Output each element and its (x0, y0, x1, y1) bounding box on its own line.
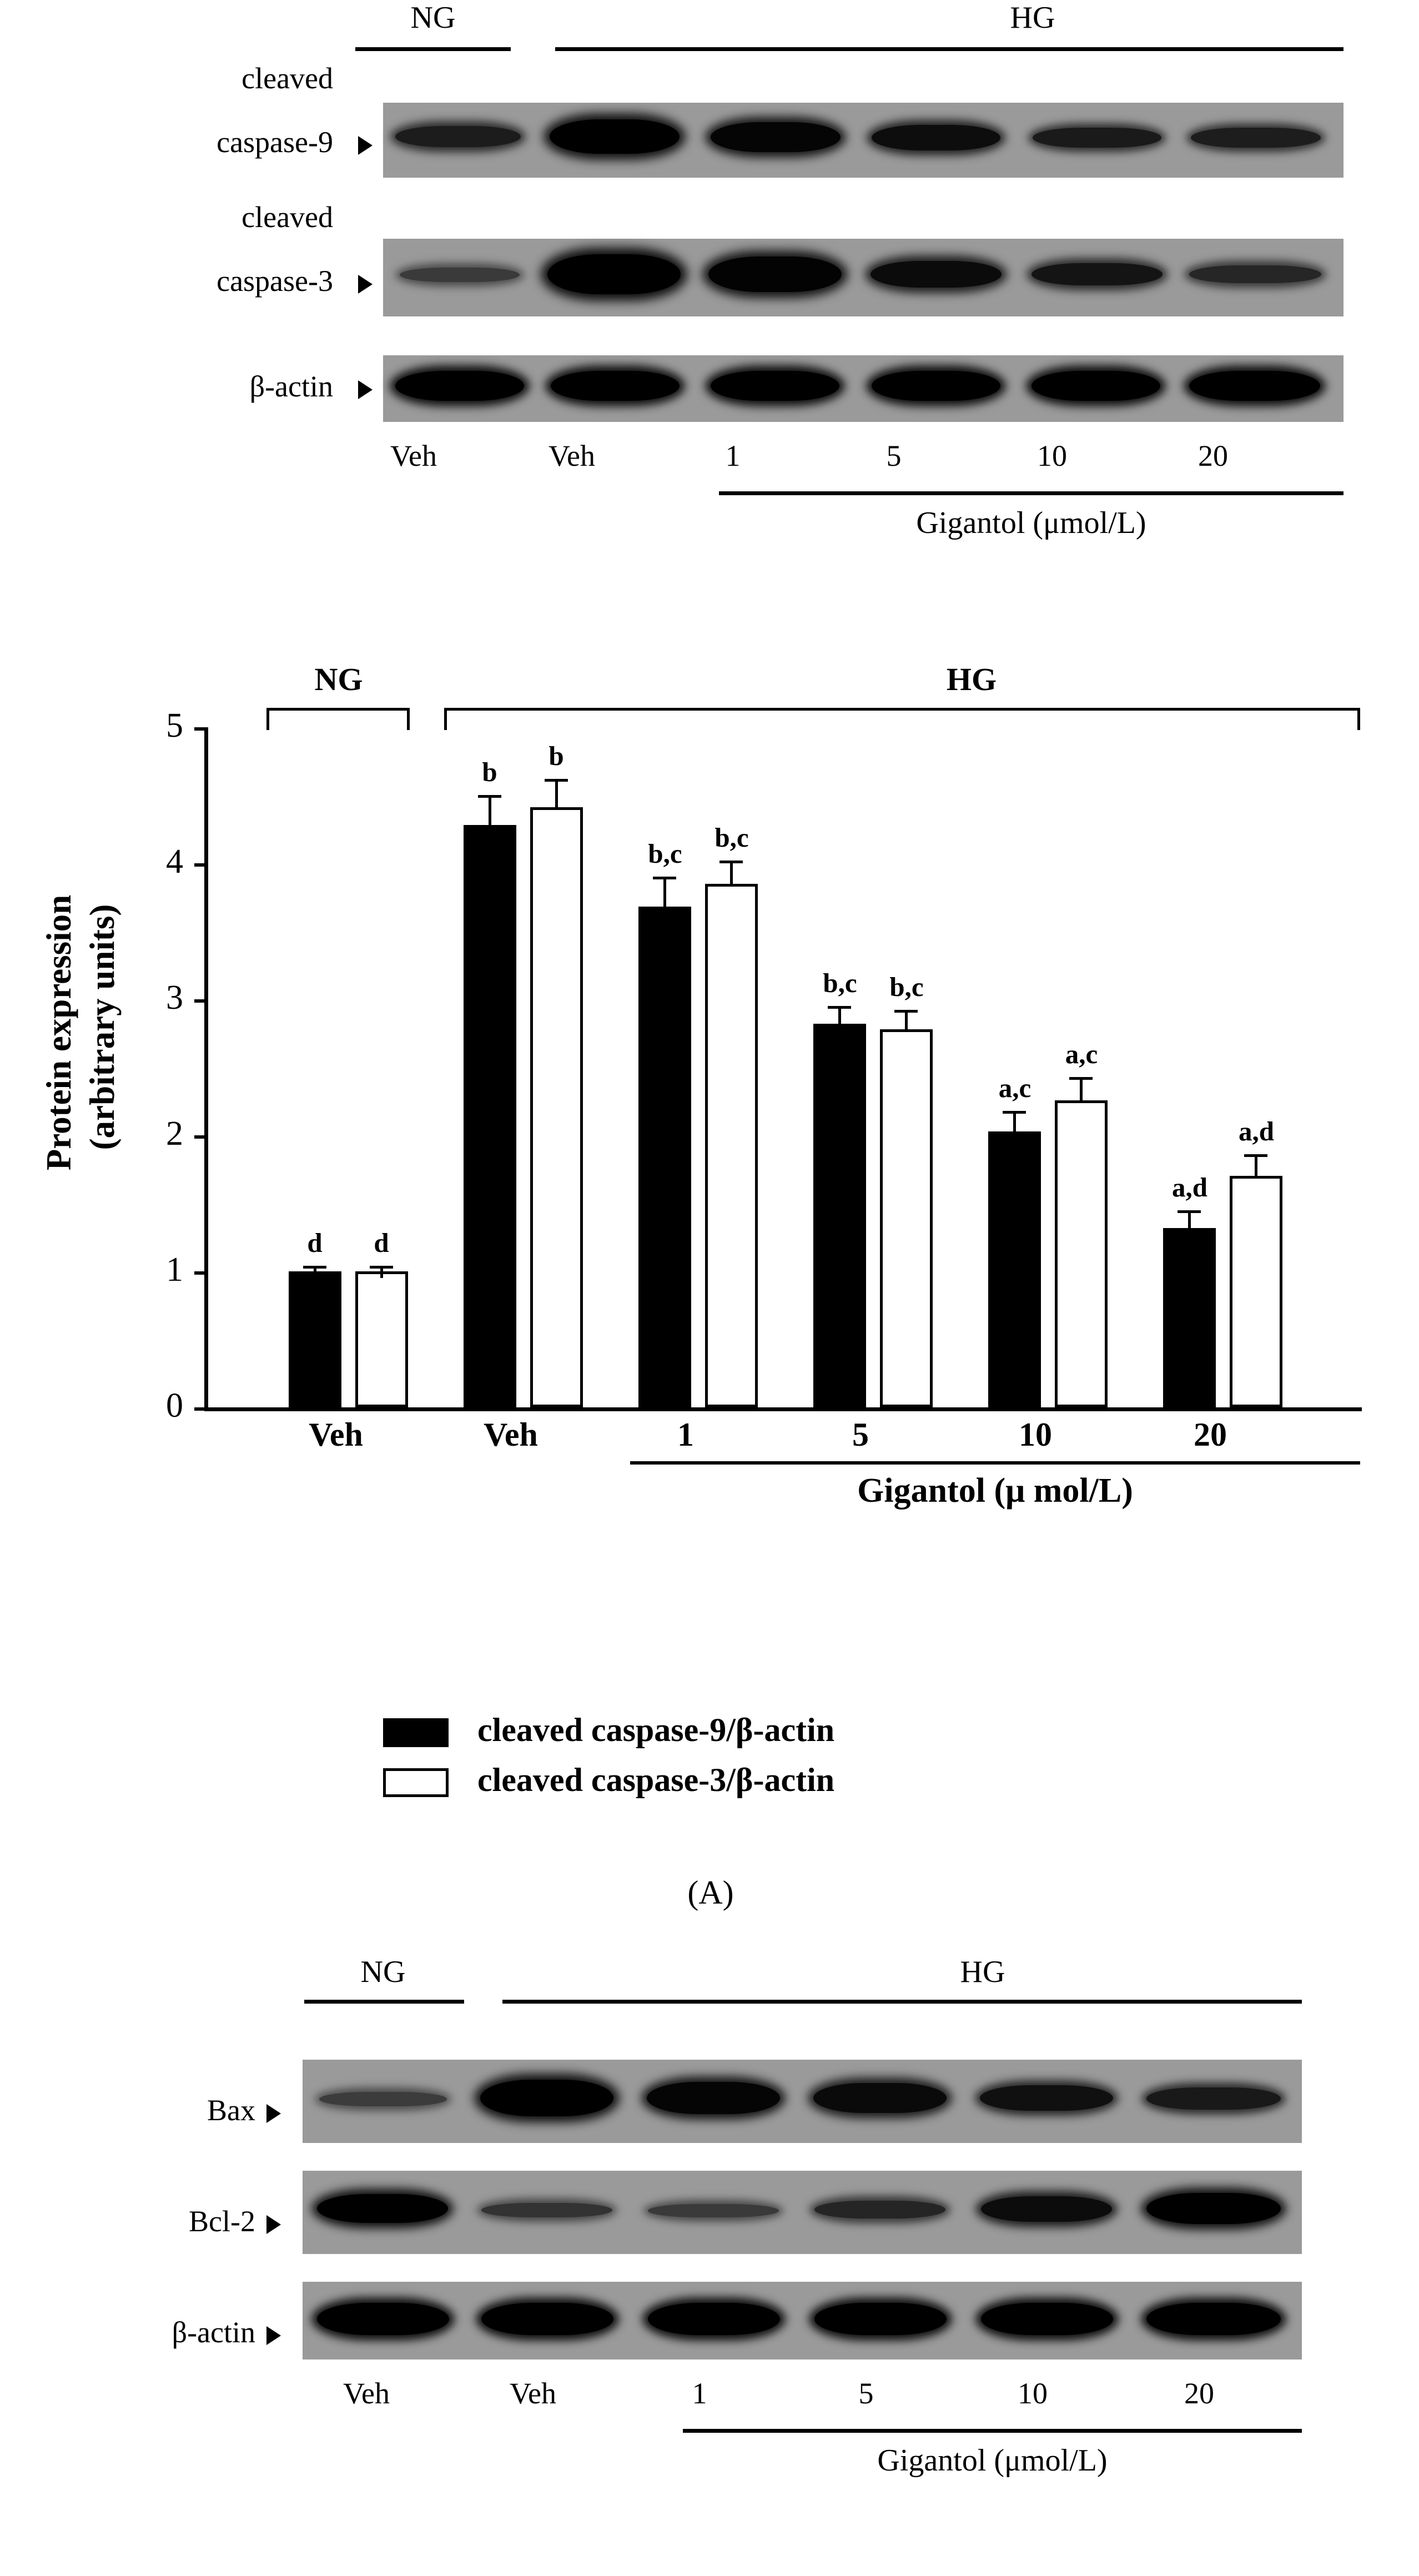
chart-ng-bracket-l (266, 708, 269, 730)
legend-label-caspase9: cleaved caspase-9/β-actin (477, 1712, 835, 1748)
blot-bottom-group-hg: HG (960, 1955, 1005, 1989)
chart-y-axis (204, 727, 208, 1411)
sig-caspase3-dose20: a,d (1238, 1116, 1274, 1146)
sig-caspase3-veh-hg: b (549, 741, 564, 771)
chart-ytick-0 (194, 1407, 204, 1411)
chart-ytick-5 (194, 727, 204, 731)
sig-caspase3-dose5: b,c (889, 972, 924, 1002)
blot-top-lane-6: 20 (1198, 439, 1228, 472)
blot-top-group-hg: HG (1010, 1, 1055, 35)
blot-top-group-ng: NG (410, 1, 456, 35)
blot-top-arrow-actin (358, 380, 373, 399)
bar-caspase3-dose10 (1055, 1100, 1108, 1407)
blot-top-lane-3: 1 (725, 439, 741, 472)
errbar-caspase3-veh-hg (555, 779, 558, 809)
blot-top-strip-caspase9 (383, 103, 1343, 178)
blot-bottom-rowlabel-bcl2: Bcl-2 (189, 2205, 255, 2238)
errcap-caspase9-dose10 (1003, 1111, 1026, 1114)
chart-x-axis (204, 1407, 1362, 1411)
blot-bottom-arrow-bcl2 (266, 2215, 281, 2234)
sig-caspase9-veh-ng: d (307, 1227, 323, 1258)
sig-caspase9-dose20: a,d (1171, 1172, 1207, 1203)
blot-bottom-lane-5: 10 (1018, 2377, 1048, 2410)
blot-top-rowlabel-1b: caspase-9 (217, 125, 333, 159)
sig-caspase9-veh-hg: b (482, 757, 497, 787)
blot-bottom-strip-bcl2 (303, 2171, 1302, 2254)
blot-bottom-ng-rule (304, 2000, 464, 2004)
blot-bottom-strip-bax (303, 2060, 1302, 2143)
chart-x-axis-title: Gigantol (μ mol/L) (857, 1472, 1133, 1510)
blot-top-rowlabel-2b: caspase-3 (217, 264, 333, 298)
blot-top-ng-rule (355, 47, 511, 51)
chart-treatment-rule (630, 1461, 1360, 1465)
chart-ytick-label-3: 3 (166, 979, 183, 1017)
blot-bottom-lane-1: Veh (343, 2377, 390, 2410)
errcap-caspase3-veh-ng (370, 1266, 393, 1269)
errcap-caspase9-veh-ng (303, 1266, 326, 1269)
blot-top-strip-actin (383, 355, 1343, 422)
blot-panel-top (0, 0, 1419, 588)
chart-ytick-label-0: 0 (166, 1387, 183, 1425)
panel-letter-a: (A) (687, 1874, 734, 1911)
chart-xcat-1: Veh (309, 1416, 363, 1453)
chart-ytick-2 (194, 1135, 204, 1139)
sig-caspase3-veh-ng: d (374, 1227, 389, 1258)
blot-top-arrow-caspase3 (358, 275, 373, 294)
errbar-caspase3-dose5 (905, 1010, 908, 1032)
bar-caspase9-dose1 (638, 907, 691, 1407)
errbar-caspase9-dose20 (1188, 1210, 1191, 1230)
chart-xcat-6: 20 (1194, 1416, 1227, 1453)
bar-caspase9-veh-hg (464, 825, 516, 1407)
sig-caspase9-dose1: b,c (648, 838, 682, 869)
blot-top-rowlabel-3: β-actin (249, 370, 333, 403)
chart-ytick-1 (194, 1271, 204, 1275)
chart-group-hg: HG (946, 661, 997, 697)
chart-y-axis-label: Protein expression (39, 894, 78, 1171)
sig-caspase3-dose1: b,c (714, 822, 749, 853)
errcap-caspase3-dose20 (1244, 1154, 1267, 1157)
blot-bottom-treatment-rule (683, 2429, 1302, 2433)
blot-bottom-lane-4: 5 (858, 2377, 874, 2410)
chart-xcat-3: 1 (677, 1416, 694, 1453)
bar-caspase3-dose20 (1230, 1176, 1282, 1407)
chart-ytick-3 (194, 999, 204, 1003)
errbar-caspase3-dose20 (1255, 1154, 1257, 1178)
chart-hg-bracket (444, 708, 1360, 711)
errbar-caspase3-dose10 (1080, 1077, 1083, 1103)
blot-bottom-lane-6: 20 (1184, 2377, 1214, 2410)
blot-bottom-lane-3: 1 (692, 2377, 707, 2410)
chart-ng-bracket (266, 708, 410, 711)
legend-swatch-caspase3 (383, 1768, 449, 1797)
blot-bottom-rowlabel-bax: Bax (207, 2094, 255, 2127)
bar-caspase3-veh-ng (355, 1271, 408, 1407)
chart-ng-bracket-r (407, 708, 410, 730)
bar-caspase9-dose10 (988, 1131, 1041, 1407)
blot-top-strip-caspase3 (383, 239, 1343, 316)
blot-top-hg-rule (555, 47, 1343, 51)
bar-caspase9-dose5 (813, 1024, 866, 1407)
blot-bottom-rowlabel-actin: β-actin (172, 2316, 255, 2349)
blot-top-lane-5: 10 (1037, 439, 1067, 472)
bar-caspase9-dose20 (1163, 1228, 1216, 1407)
chart-xcat-4: 5 (852, 1416, 869, 1453)
chart-hg-bracket-l (444, 708, 447, 730)
chart-ytick-4 (194, 863, 204, 867)
blot-top-treatment-label: Gigantol (μmol/L) (916, 506, 1146, 540)
blot-top-lane-2: Veh (549, 439, 595, 472)
blot-bottom-arrow-bax (266, 2104, 281, 2123)
errcap-caspase9-dose1 (653, 877, 676, 879)
blot-bottom-arrow-actin (266, 2326, 281, 2345)
chart-y-axis-label-2: (arbitrary units) (83, 904, 122, 1150)
blot-bottom-strip-actin (303, 2282, 1302, 2359)
blot-bottom-treatment-label: Gigantol (μmol/L) (877, 2443, 1108, 2478)
errcap-caspase9-veh-hg (478, 795, 501, 798)
blot-top-treatment-rule (719, 491, 1343, 495)
errcap-caspase3-dose10 (1069, 1077, 1093, 1080)
bar-caspase3-dose5 (880, 1029, 933, 1407)
blot-top-rowlabel-2a: cleaved (241, 200, 333, 234)
blot-top-rowlabel-1a: cleaved (241, 62, 333, 95)
chart-ytick-label-4: 4 (166, 843, 183, 881)
blot-top-arrow-caspase9 (358, 136, 373, 155)
errcap-caspase3-veh-hg (545, 779, 568, 782)
blot-top-lane-4: 5 (886, 439, 902, 472)
sig-caspase3-dose10: a,c (1065, 1039, 1098, 1069)
legend-label-caspase3: cleaved caspase-3/β-actin (477, 1762, 835, 1798)
bar-caspase9-veh-ng (289, 1271, 341, 1407)
errbar-caspase9-dose5 (838, 1006, 841, 1026)
errcap-caspase9-dose20 (1178, 1210, 1201, 1213)
sig-caspase9-dose10: a,c (998, 1073, 1031, 1103)
errbar-caspase9-veh-hg (489, 795, 491, 827)
chart-legend (0, 1710, 1419, 1838)
bar-chart (0, 638, 1419, 1582)
chart-group-ng: NG (314, 661, 363, 697)
blot-bottom-group-ng: NG (360, 1955, 406, 1989)
blot-bottom-hg-rule (502, 2000, 1302, 2004)
chart-ytick-label-1: 1 (166, 1251, 183, 1289)
chart-xcat-2: Veh (484, 1416, 538, 1453)
errbar-caspase9-dose10 (1013, 1111, 1016, 1134)
errbar-caspase9-dose1 (663, 877, 666, 909)
blot-bottom-lane-2: Veh (510, 2377, 556, 2410)
errcap-caspase3-dose1 (719, 861, 743, 863)
blot-top-lane-1: Veh (390, 439, 437, 472)
chart-hg-bracket-r (1357, 708, 1360, 730)
errbar-caspase3-dose1 (730, 861, 733, 886)
errcap-caspase9-dose5 (828, 1006, 851, 1009)
blot-panel-bottom (0, 1954, 1419, 2576)
bar-caspase3-dose1 (705, 884, 758, 1407)
chart-ytick-label-2: 2 (166, 1115, 183, 1153)
errcap-caspase3-dose5 (894, 1010, 918, 1013)
sig-caspase9-dose5: b,c (823, 968, 857, 998)
bar-caspase3-veh-hg (530, 807, 583, 1407)
chart-xcat-5: 10 (1019, 1416, 1052, 1453)
chart-ytick-label-5: 5 (166, 707, 183, 744)
legend-swatch-caspase9 (383, 1718, 449, 1747)
